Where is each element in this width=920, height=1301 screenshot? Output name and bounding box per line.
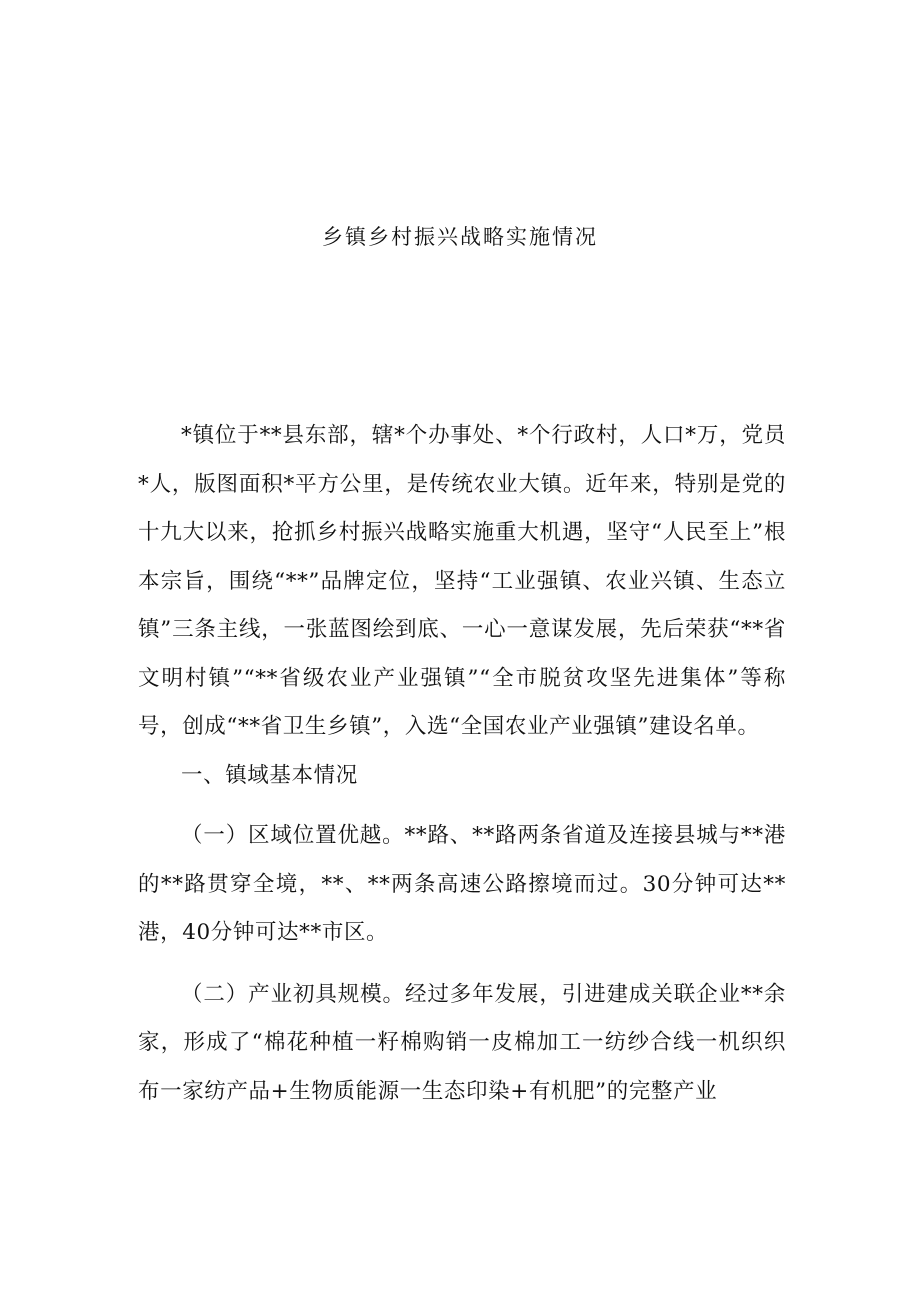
paragraph-industry: （二）产业初具规模。经过多年发展，引进建成关联企业**余家，形成了“棉花种植一籽棉购销一皮棉加工一纺纱合线一机织织布一家纺产品+生物质能源一生态印染+有机肥”的完整产业 [138,981,786,1104]
paragraph-location: （一）区域位置优越。**路、**路两条省道及连接县城与**港的**路贯穿全境，**、**两条高速公路擦境而过。30分钟可达**港，40分钟可达**市区。 [138,823,786,945]
document-body [138,412,786,1116]
document-title: 乡镇乡村振兴战略实施情况 [322,225,598,249]
intro-paragraph: *镇位于**县东部，辖*个办事处、*个行政村，人口*万，党员*人，版图面积*平方公里，是传统农业大镇。近年来，特别是党的十九大以来，抢抓乡村振兴战略实施重大机遇，坚守“人民至上”根本宗旨，围绕“**”品牌定位，坚持“工业强镇、农业兴镇、生态立镇”三条主线，一张蓝图绘到底、一心一意谋发展，先后荣获“**省文明村镇”“**省级农业产业强镇”“全市脱贫攻坚先进集体”等称号，创成“**省卫生乡镇”，入选“全国农业产业强镇”建设名单。 [138,423,786,739]
section-heading-basic-info: 一、镇域基本情况 [181,762,358,788]
